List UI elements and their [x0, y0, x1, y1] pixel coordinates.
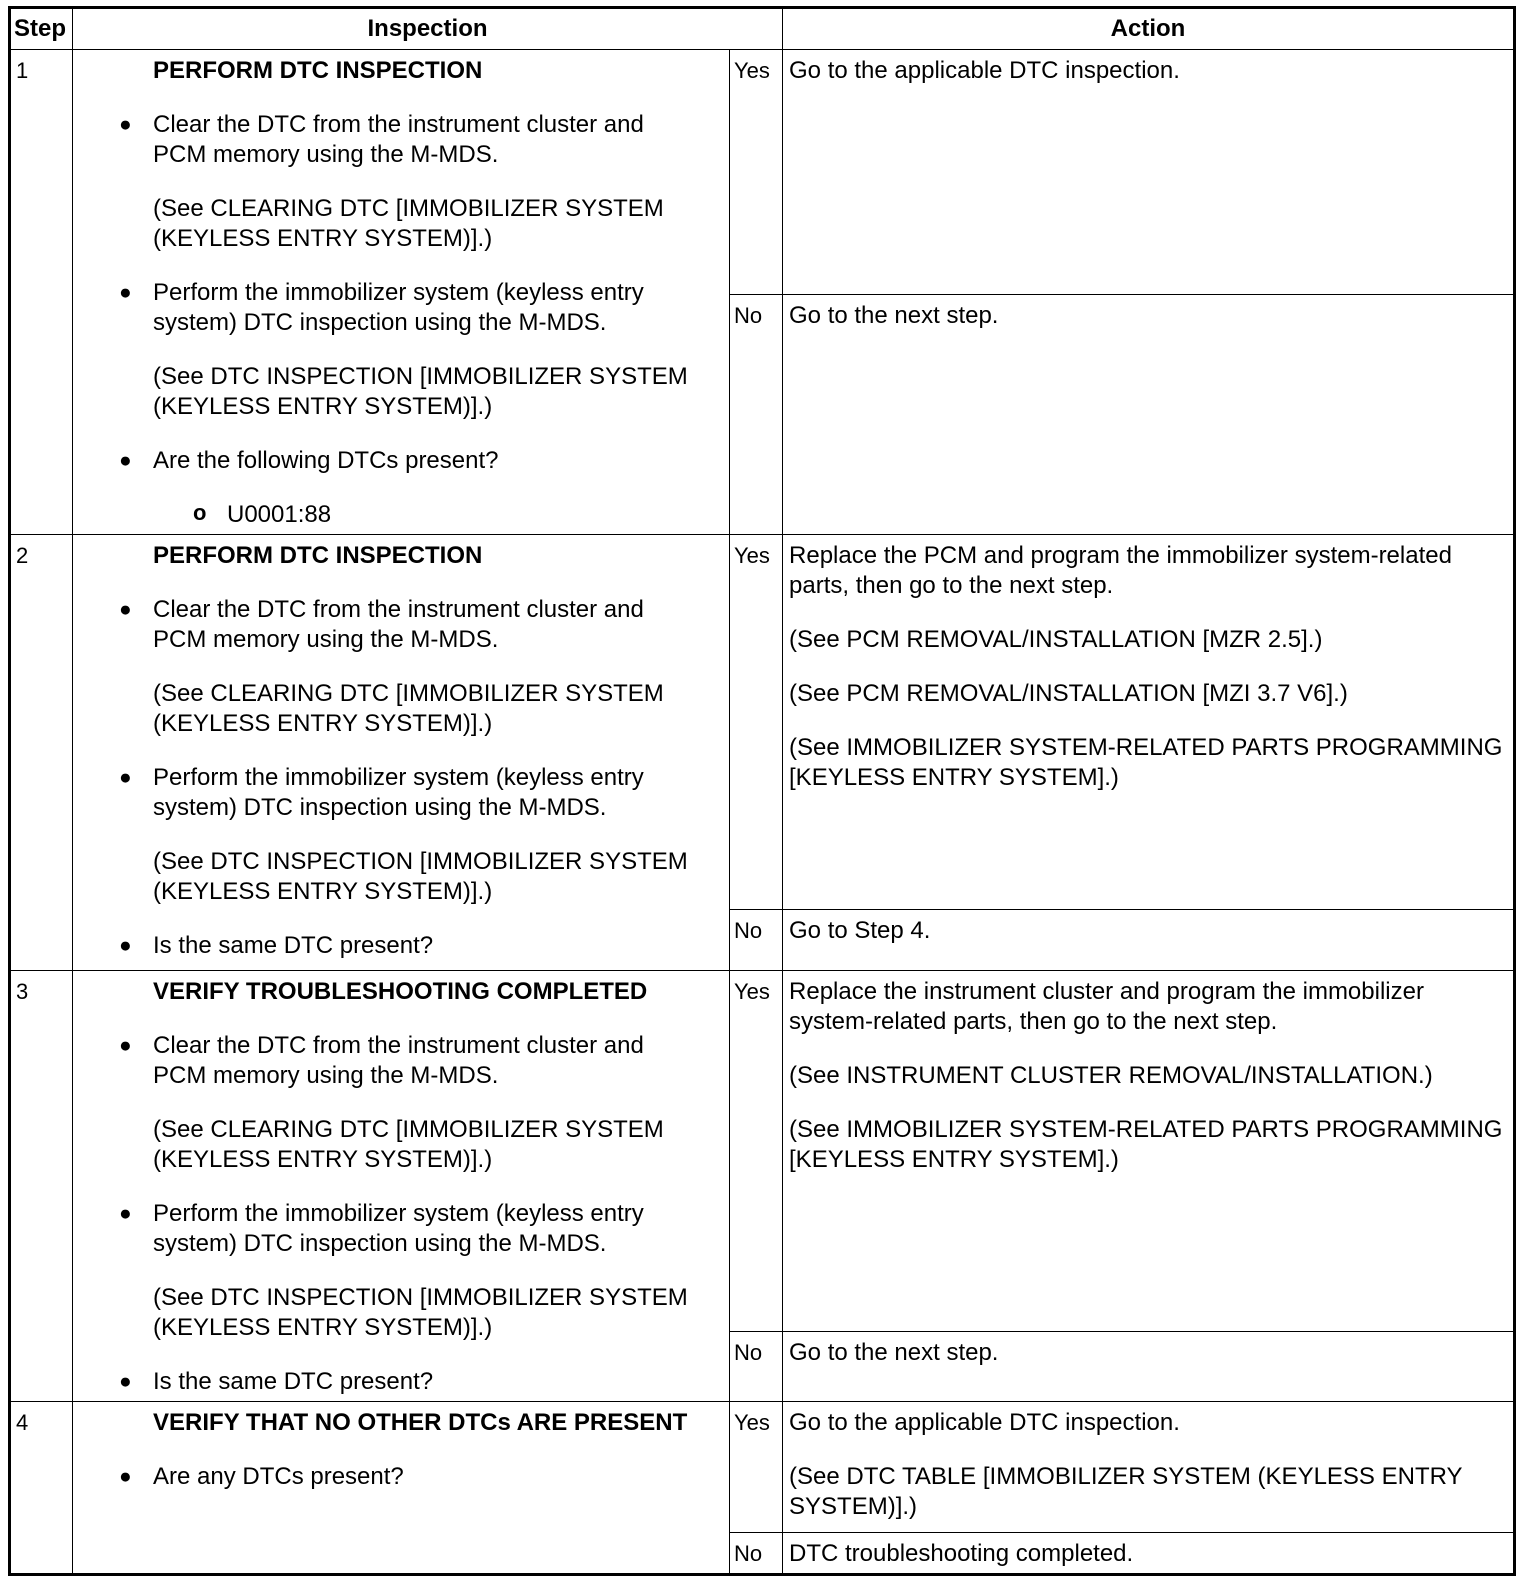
reference-note: (See CLEARING DTC [IMMOBILIZER SYSTEM (KEYLESS ENTRY SYSTEM)].)	[153, 195, 664, 252]
action-text: Go to the applicable DTC inspection.	[789, 57, 1180, 84]
bullet-item: ● Clear the DTC from the instrument cluster and PCM memory using the M-MDS.	[73, 595, 689, 655]
no-label: No	[730, 1332, 783, 1402]
yes-action	[783, 50, 1515, 295]
step-number: 3	[10, 971, 73, 1402]
reference-note: (See INSTRUMENT CLUSTER REMOVAL/INSTALLATION.)	[789, 1062, 1433, 1089]
yes-action	[783, 1402, 1515, 1533]
step-2-yes-row	[10, 535, 1515, 910]
reference-note: (See DTC TABLE [IMMOBILIZER SYSTEM (KEYLESS ENTRY SYSTEM)].)	[789, 1463, 1463, 1520]
step-title: PERFORM DTC INSPECTION	[153, 542, 483, 569]
no-action	[783, 910, 1515, 971]
step-number: 1	[10, 50, 73, 535]
reference-note: (See PCM REMOVAL/INSTALLATION [MZI 3.7 V6].)	[789, 680, 1348, 707]
step-4-yes-row	[10, 1402, 1515, 1533]
troubleshooting-table	[8, 6, 1516, 1576]
step-title: VERIFY THAT NO OTHER DTCs ARE PRESENT	[153, 1409, 688, 1436]
reference-note: (See PCM REMOVAL/INSTALLATION [MZR 2.5].)	[789, 626, 1323, 653]
question-item: ● Is the same DTC present?	[73, 1367, 689, 1397]
action-text: Go to Step 4.	[789, 917, 931, 944]
no-action	[783, 1332, 1515, 1402]
no-label: No	[730, 1533, 783, 1575]
step-3-inspection	[73, 971, 730, 1402]
yes-label: Yes	[730, 1402, 783, 1533]
question-item: ● Are any DTCs present?	[73, 1462, 689, 1492]
no-label: No	[730, 910, 783, 971]
bullet-item: ● Perform the immobilizer system (keyless entry system) DTC inspection using the M-MDS.	[73, 1199, 689, 1259]
no-action	[783, 1533, 1515, 1575]
step-1-yes-row	[10, 50, 1515, 295]
header-row	[10, 8, 1515, 50]
action-text: Replace the PCM and program the immobilizer system-related parts, then go to the next step.	[789, 542, 1452, 599]
yes-action	[783, 971, 1515, 1332]
no-action	[783, 295, 1515, 535]
yes-label: Yes	[730, 971, 783, 1332]
step-2-inspection	[73, 535, 730, 971]
step-title: VERIFY TROUBLESHOOTING COMPLETED	[153, 978, 648, 1005]
bullet-item: ● Perform the immobilizer system (keyless entry system) DTC inspection using the M-MDS.	[73, 278, 689, 338]
action-text: Go to the next step.	[789, 1339, 999, 1366]
reference-note: (See DTC INSPECTION [IMMOBILIZER SYSTEM (KEYLESS ENTRY SYSTEM)].)	[153, 1284, 688, 1341]
action-text: Go to the next step.	[789, 302, 999, 329]
reference-note: (See IMMOBILIZER SYSTEM-RELATED PARTS PROGRAMMING [KEYLESS ENTRY SYSTEM].)	[789, 1116, 1503, 1173]
yes-action	[783, 535, 1515, 910]
action-text: DTC troubleshooting completed.	[789, 1540, 1134, 1567]
action-header: Action	[783, 8, 1515, 50]
reference-note: (See CLEARING DTC [IMMOBILIZER SYSTEM (KEYLESS ENTRY SYSTEM)].)	[153, 1116, 664, 1173]
no-label: No	[730, 295, 783, 535]
step-4-inspection	[73, 1402, 730, 1575]
yes-label: Yes	[730, 535, 783, 910]
action-text: Go to the applicable DTC inspection.	[789, 1409, 1180, 1436]
question-item: ● Is the same DTC present?	[73, 931, 689, 961]
step-1-inspection	[73, 50, 730, 535]
reference-note: (See IMMOBILIZER SYSTEM-RELATED PARTS PROGRAMMING [KEYLESS ENTRY SYSTEM].)	[789, 734, 1503, 791]
bullet-item: ● Clear the DTC from the instrument cluster and PCM memory using the M-MDS.	[73, 1031, 689, 1091]
question-item: ● Are the following DTCs present?	[73, 446, 689, 476]
step-number: 2	[10, 535, 73, 971]
action-text: Replace the instrument cluster and program the immobilizer system-related parts, then go to the next step.	[789, 978, 1424, 1035]
bullet-item: ● Clear the DTC from the instrument cluster and PCM memory using the M-MDS.	[73, 110, 689, 170]
yes-label: Yes	[730, 50, 783, 295]
reference-note: (See DTC INSPECTION [IMMOBILIZER SYSTEM (KEYLESS ENTRY SYSTEM)].)	[153, 848, 688, 905]
step-header: Step	[10, 8, 73, 50]
step-number: 4	[10, 1402, 73, 1575]
step-3-yes-row	[10, 971, 1515, 1332]
bullet-item: ● Perform the immobilizer system (keyless entry system) DTC inspection using the M-MDS.	[73, 763, 689, 823]
reference-note: (See CLEARING DTC [IMMOBILIZER SYSTEM (KEYLESS ENTRY SYSTEM)].)	[153, 680, 664, 737]
inspection-header: Inspection	[73, 8, 783, 50]
reference-note: (See DTC INSPECTION [IMMOBILIZER SYSTEM (KEYLESS ENTRY SYSTEM)].)	[153, 363, 688, 420]
dtc-code-item: o U0001:88	[73, 500, 689, 530]
step-title: PERFORM DTC INSPECTION	[153, 57, 483, 84]
